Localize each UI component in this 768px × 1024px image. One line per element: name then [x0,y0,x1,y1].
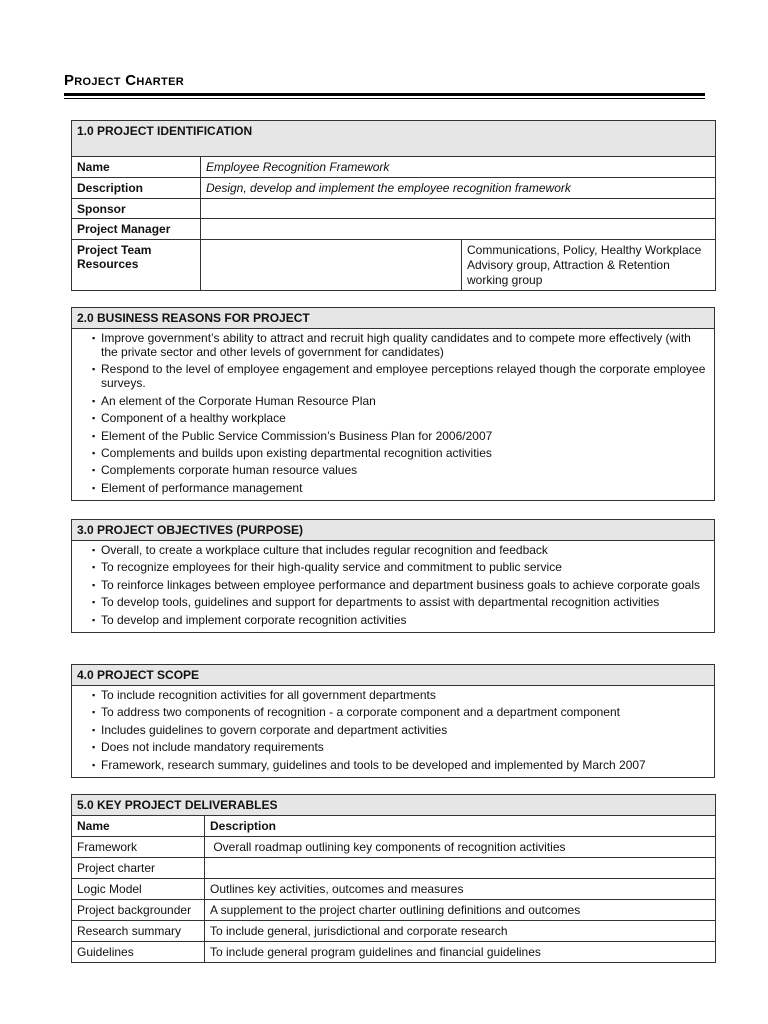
deliverables-heading: 5.0 KEY PROJECT DELIVERABLES [72,795,716,816]
scope-heading: 4.0 PROJECT SCOPE [72,665,715,686]
scope-body [72,686,715,778]
list-item: ▪ Complements corporate human resource values [93,463,709,477]
table-cell [205,858,716,879]
project-manager-label: Project Manager [72,219,201,240]
identification-table [71,120,716,291]
deliverables-column-name: Name [72,816,205,837]
title-rule-thick [64,93,705,96]
table-cell: Guidelines [72,942,205,963]
sponsor-value [201,199,716,219]
list-item: ▪ Element of performance management [93,481,709,495]
description-label: Description [72,178,201,199]
list-item: ▪ Component of a healthy workplace [93,411,709,425]
list-item: ▪ To include recognition activities for all government departments [93,688,709,702]
list-item: ▪ An element of the Corporate Human Resource Plan [93,394,709,408]
name-label: Name [72,157,201,178]
table-cell: Research summary [72,921,205,942]
document-title: Project Charter [64,72,184,89]
list-item: ▪ Does not include mandatory requirements [93,740,709,754]
list-item: ▪ Includes guidelines to govern corporate and department activities [93,723,709,737]
project-manager-value [201,219,716,240]
description-value: Design, develop and implement the employee recognition framework [201,178,716,199]
table-cell: To include general program guidelines and financial guidelines [205,942,716,963]
business-reasons-body [72,329,715,501]
list-item: ▪ Improve government’s ability to attract and recruit high quality candidates and to compete more effectively (with the private sector and other levels of government for candidates) [93,331,709,359]
list-item: ▪ To recognize employees for their high-quality service and commitment to public service [93,560,709,574]
list-item: ▪ Element of the Public Service Commission’s Business Plan for 2006/2007 [93,429,709,443]
sponsor-label: Sponsor [72,199,201,219]
objectives-table [71,519,715,633]
list-item: ▪ Framework, research summary, guidelines and tools to be developed and implemented by March 2007 [93,758,709,772]
table-cell: Outlines key activities, outcomes and measures [205,879,716,900]
table-cell: Logic Model [72,879,205,900]
list-item: ▪ To address two components of recognition - a corporate component and a department component [93,705,709,719]
project-team-empty-cell [201,240,462,291]
objectives-body [72,541,715,633]
identification-heading: 1.0 PROJECT IDENTIFICATION [72,121,716,157]
list-item: ▪ To develop and implement corporate recognition activities [93,613,709,627]
list-item: ▪ To develop tools, guidelines and support for departments to assist with departmental recognition activities [93,595,709,609]
project-team-label: Project Team Resources [72,240,201,291]
scope-table [71,664,715,778]
table-cell: Framework [72,837,205,858]
table-cell: To include general, jurisdictional and corporate research [205,921,716,942]
business-reasons-table [71,307,715,501]
table-cell: A supplement to the project charter outlining definitions and outcomes [205,900,716,921]
name-value: Employee Recognition Framework [201,157,716,178]
table-cell: Project charter [72,858,205,879]
business-reasons-heading: 2.0 BUSINESS REASONS FOR PROJECT [72,308,715,329]
title-rule-thin [64,98,705,99]
list-item: ▪ Respond to the level of employee engagement and employee perceptions relayed though the corporate employee surveys. [93,362,709,390]
list-item: ▪ Complements and builds upon existing departmental recognition activities [93,446,709,460]
list-item: ▪ To reinforce linkages between employee performance and department business goals to achieve corporate goals [93,578,709,592]
objectives-heading: 3.0 PROJECT OBJECTIVES (PURPOSE) [72,520,715,541]
project-team-value: Communications, Policy, Healthy Workplace Advisory group, Attraction & Retention working group [462,240,716,291]
table-cell: Project backgrounder [72,900,205,921]
deliverables-table [71,794,716,963]
table-cell: Overall roadmap outlining key components of recognition activities [205,837,716,858]
deliverables-column-description: Description [205,816,716,837]
list-item: ▪ Overall, to create a workplace culture that includes regular recognition and feedback [93,543,709,557]
